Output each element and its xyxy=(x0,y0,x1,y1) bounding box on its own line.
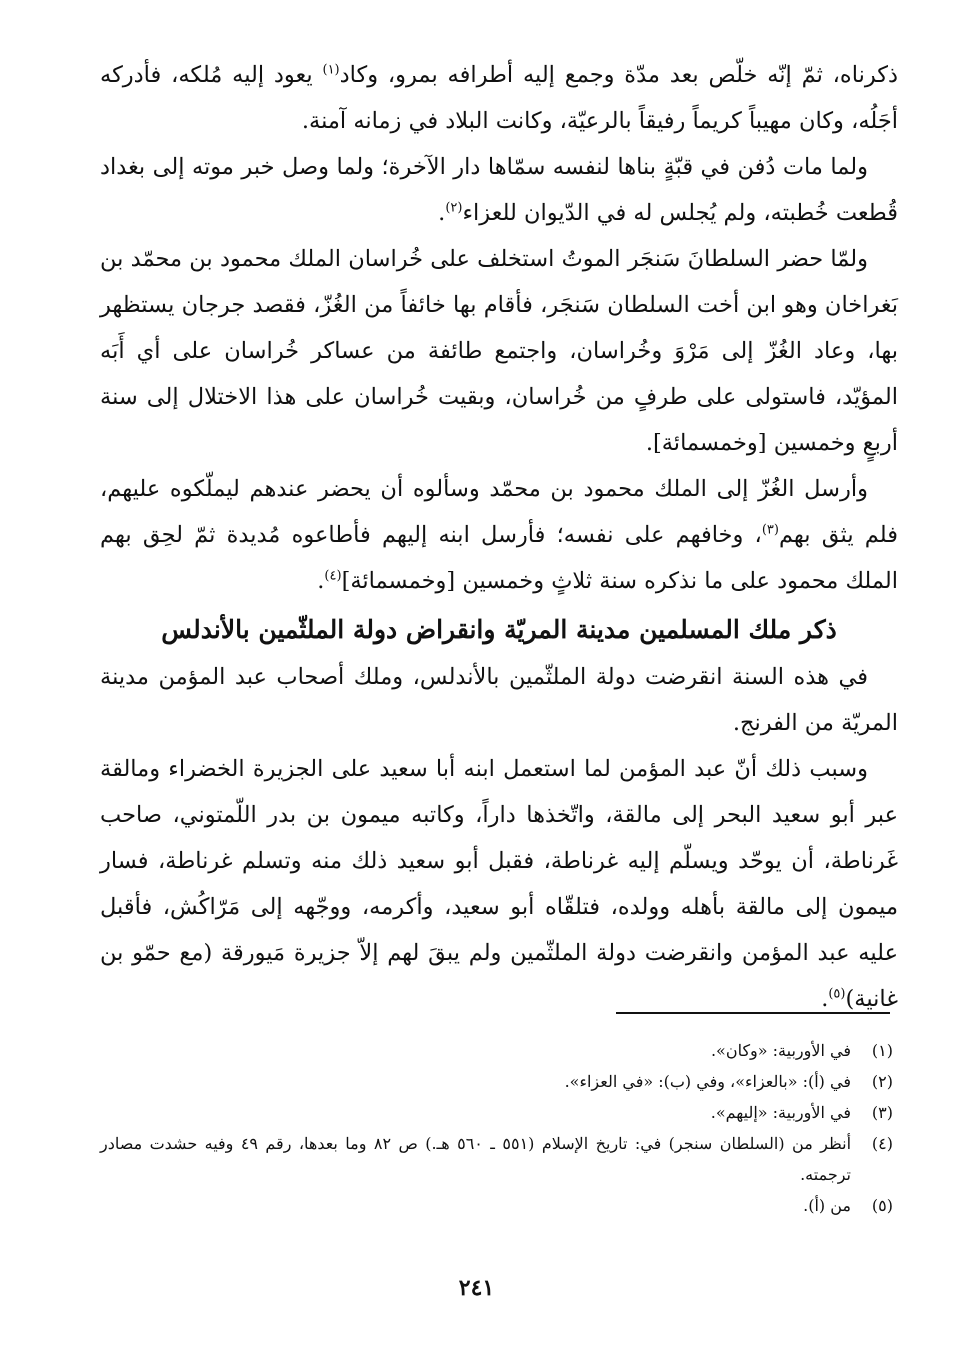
paragraph-6 xyxy=(100,746,898,1022)
footnote-ref-3[interactable]: (٣) xyxy=(761,522,779,538)
footnote-ref-2[interactable]: (٢) xyxy=(445,200,463,216)
footnote-text: في (أ): «بالعزاء»، وفي (ب): «في العزاء». xyxy=(564,1072,851,1091)
footnote-text: أنظر من (السلطان سنجر) في: تاريخ الإسلام (٥٥١ ـ ٥٦٠ هـ.) ص ٨٢ وما بعدها، رقم ٤٩ وفيه حشدت مصادر ترجمته. xyxy=(100,1134,852,1184)
paragraph-2-text-cont: . xyxy=(438,200,446,226)
footnote-2 xyxy=(100,1066,893,1097)
section-heading: ذكر ملك المسلمين مدينة المريّة وانقراض دولة الملثّمين بالأندلس xyxy=(161,615,837,644)
footnote-separator xyxy=(616,1012,890,1014)
paragraph-2-text: ولما مات دُفن في قبّةٍ بناها لنفسه سمّاها دار الآخرة؛ ولما وصل خبر موته إلى بغداد قُطعت خُطبته، ولم يُجلس له في الدّيوان للعزاء xyxy=(100,154,898,226)
footnote-text: في الأوربية: «وكان». xyxy=(710,1041,851,1060)
paragraph-4-text-end: . xyxy=(317,568,325,594)
footnote-ref-4[interactable]: (٤) xyxy=(324,568,342,584)
paragraph-6-text: وسبب ذلك أنّ عبد المؤمن لما استعمل ابنه أبا سعيد على الجزيرة الخضراء ومالقة عبر أبو سعيد البحر إلى مالقة، واتّخذها داراً، وكاتبه ميمون بن بدر اللّمتوني، صاحب غَرناطة، أن يوحّد ويسلّم إليه غرناطة، فقبل أبو سعيد ذلك منه وتسلم غرناطة، فسار ميمون إلى مالقة بأهله وولده، فتلقّاه أبو سعيد، وأكرمه، ووجّهه إلى مَرّاكُش، فأقبل عليه عبد المؤمن وانقرضت دولة الملثّمين ولم يبقَ لهم إلاّ جزيرة مَيورقة (مع حمّو بن غانية) xyxy=(100,756,898,1012)
paragraph-3: ولمّا حضر السلطانَ سَنجَر الموتُ استخلف على خُراسان الملك محمود بن محمّد بن بَغراخان وهو ابن أخت السلطان سَنجَر، فأقام بها خائفاً من الغُزّ، فقصد جرجان يستظهر بها، وعاد الغُزّ إلى مَرْوَ وخُراسان، واجتمع طائفة من عساكر خُراسان على أي أَبَه المؤيّد، فاستولى على طرفٍ من خُراسان، وبقيت خُراسان على هذا الاختلال إلى سنة أربعٍ وخمسين [وخمسمائة]. xyxy=(100,246,898,456)
footnote-ref-1[interactable]: (١) xyxy=(322,62,340,78)
footnote-number: (٢) xyxy=(871,1072,893,1091)
paragraph-4-text-cont: ، وخافهم على نفسه؛ فأرسل ابنه إليهم فأطاعوه مُديدة ثمّ لحِق بهم الملك محمود على ما نذكره سنة ثلاثٍ وخمسين [وخمسمائة] xyxy=(100,522,898,594)
paragraph-1-text: ذكرناه، ثمّ إنّه خلّص بعد مدّة وجمع إليه أطرافه بمرو، وكاد xyxy=(339,62,898,88)
paragraph-5: في هذه السنة انقرضت دولة الملثّمين بالأندلس، وملك أصحاب عبد المؤمن مدينة المريّة من الفرنج. xyxy=(100,664,898,736)
footnote-1 xyxy=(100,1035,893,1066)
paragraph-1 xyxy=(100,52,898,144)
footnote-text: في الأوربية: «إليهم». xyxy=(710,1103,851,1122)
footnote-text: من (أ). xyxy=(803,1196,851,1215)
footnote-ref-5[interactable]: (٥) xyxy=(828,986,846,1002)
paragraph-6-text-cont: . xyxy=(821,986,829,1012)
footnote-3 xyxy=(100,1097,893,1128)
footnote-number: (٣) xyxy=(871,1103,893,1122)
page-number: ٢٤١ xyxy=(458,1275,495,1301)
footnote-number: (٤) xyxy=(871,1134,893,1153)
paragraph-1-text-cont: يعود إليه مُلكه، فأدركه أجَلُه، وكان مهيباً كريماً رفيقاً بالرعيّة، وكانت البلاد في زمانه آمنة. xyxy=(100,62,898,134)
footnote-number: (١) xyxy=(871,1041,893,1060)
paragraph-2 xyxy=(100,144,898,236)
paragraph-4 xyxy=(100,466,898,604)
paragraph-4-text: وأرسل الغُزّ إلى الملك محمود بن محمّد وسألوه أن يحضر عندهم ليملّكوه عليهم، فلم يثق بهم xyxy=(100,476,898,548)
footnotes xyxy=(100,1035,893,1221)
footnote-5 xyxy=(100,1190,893,1221)
footnote-4 xyxy=(100,1128,893,1190)
footnote-number: (٥) xyxy=(871,1196,893,1215)
